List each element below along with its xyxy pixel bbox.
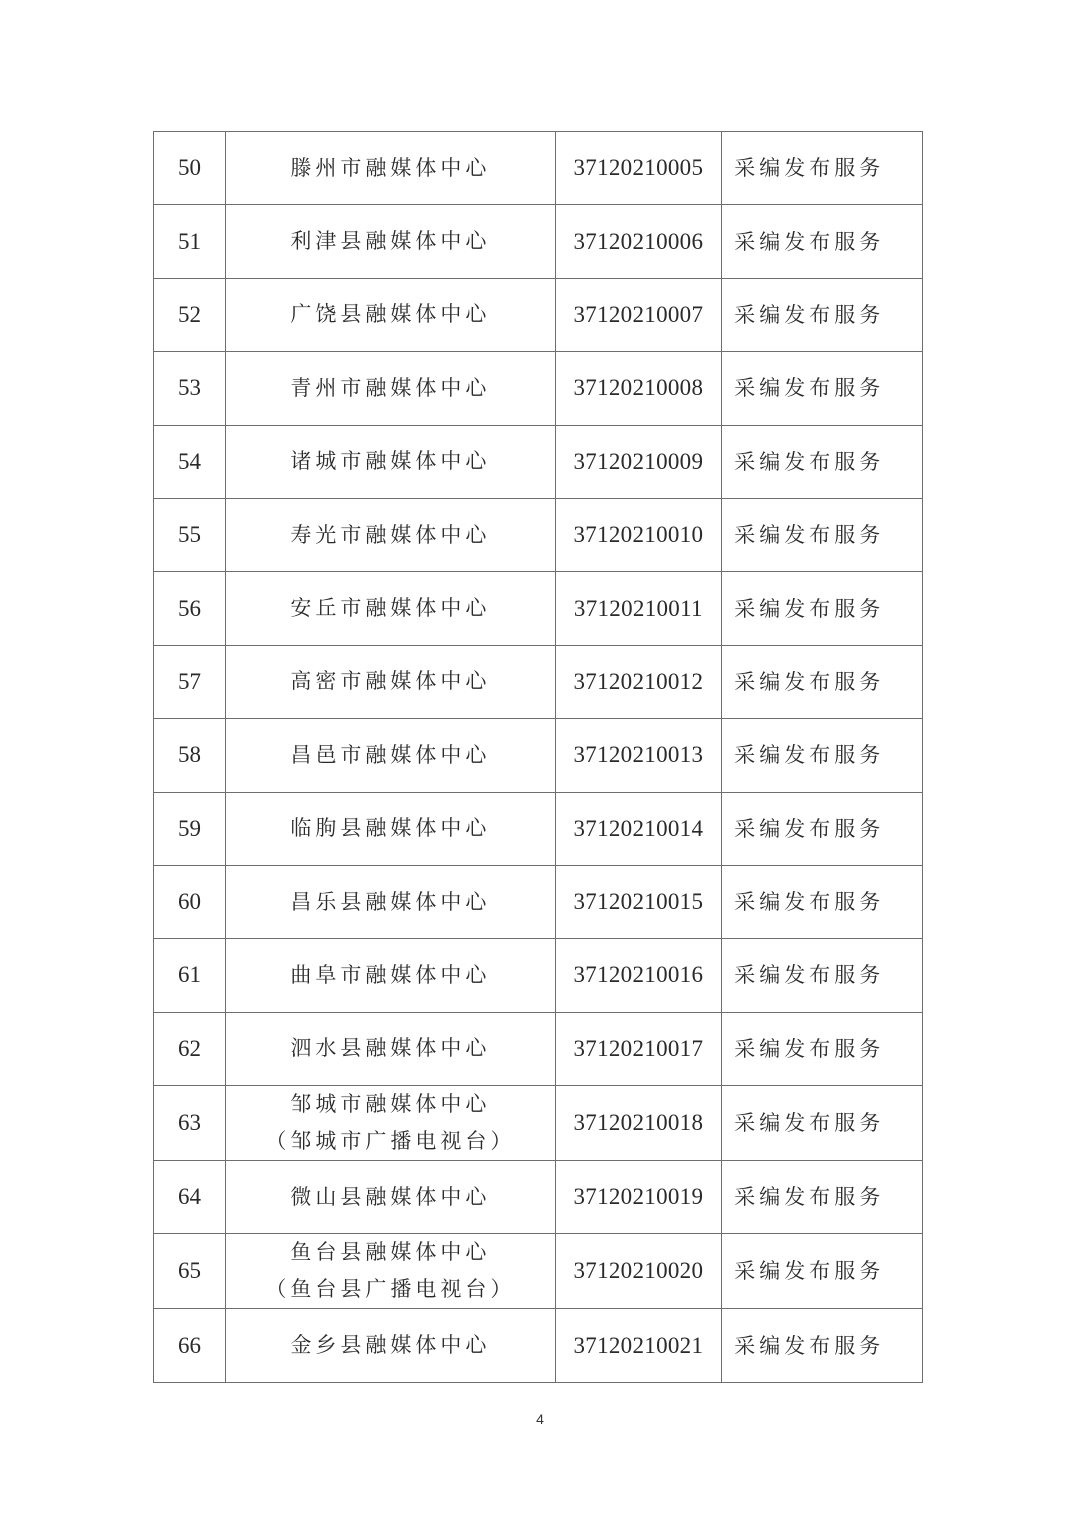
institution-name-cell: [226, 278, 555, 351]
institution-name: 寿光市融媒体中心: [290, 522, 491, 547]
institution-name-cell: [226, 792, 555, 865]
institution-name-cell: [226, 939, 555, 1012]
table-row: [154, 1012, 923, 1085]
table-row: [154, 1161, 923, 1234]
service-type: 采编发布服务: [722, 939, 923, 1012]
service-type: 采编发布服务: [722, 1309, 923, 1382]
table-row: [154, 132, 923, 205]
registration-code: 37120210010: [555, 498, 722, 571]
service-type: 采编发布服务: [722, 1012, 923, 1085]
service-type: 采编发布服务: [722, 498, 923, 571]
page-number: 4: [536, 1411, 544, 1427]
institution-name: 滕州市融媒体中心: [290, 155, 491, 180]
institution-name: 泗水县融媒体中心: [290, 1036, 491, 1061]
registration-code: 37120210011: [555, 572, 722, 645]
institution-name: 金乡县融媒体中心: [290, 1333, 491, 1358]
institution-name-cell: [226, 1309, 555, 1382]
table-row: [154, 865, 923, 938]
table-row: [154, 645, 923, 718]
institution-name-cell: [226, 1161, 555, 1234]
row-number: 52: [154, 278, 226, 351]
service-type: 采编发布服务: [722, 205, 923, 278]
institution-name-cell: [226, 205, 555, 278]
row-number: 56: [154, 572, 226, 645]
row-number: 50: [154, 132, 226, 205]
table-row: [154, 498, 923, 571]
institution-table: [153, 131, 923, 1383]
registration-code: 37120210021: [555, 1309, 722, 1382]
institution-name-cell: [226, 1086, 555, 1161]
table-row: [154, 278, 923, 351]
registration-code: 37120210016: [555, 939, 722, 1012]
institution-name: 青州市融媒体中心: [290, 375, 491, 400]
institution-name: 曲阜市融媒体中心: [290, 962, 491, 987]
table-row: [154, 425, 923, 498]
row-number: 54: [154, 425, 226, 498]
table-row: [154, 352, 923, 425]
row-number: 58: [154, 719, 226, 792]
service-type: 采编发布服务: [722, 1234, 923, 1309]
service-type: 采编发布服务: [722, 352, 923, 425]
row-number: 59: [154, 792, 226, 865]
institution-name: 利津县融媒体中心: [290, 229, 491, 254]
table-row: [154, 719, 923, 792]
table-row: [154, 1234, 923, 1309]
row-number: 65: [154, 1234, 226, 1309]
service-type: 采编发布服务: [722, 425, 923, 498]
institution-name-cell: [226, 645, 555, 718]
registration-code: 37120210015: [555, 865, 722, 938]
row-number: 55: [154, 498, 226, 571]
institution-name-cell: [226, 132, 555, 205]
institution-name: 邹城市融媒体中心: [290, 1092, 491, 1117]
institution-name-cell: [226, 1234, 555, 1309]
service-type: 采编发布服务: [722, 792, 923, 865]
registration-code: 37120210007: [555, 278, 722, 351]
institution-name: 鱼台县融媒体中心: [290, 1240, 491, 1265]
registration-code: 37120210006: [555, 205, 722, 278]
service-type: 采编发布服务: [722, 719, 923, 792]
registration-code: 37120210012: [555, 645, 722, 718]
service-type: 采编发布服务: [722, 572, 923, 645]
row-number: 57: [154, 645, 226, 718]
service-type: 采编发布服务: [722, 865, 923, 938]
registration-code: 37120210005: [555, 132, 722, 205]
service-type: 采编发布服务: [722, 132, 923, 205]
registration-code: 37120210017: [555, 1012, 722, 1085]
row-number: 51: [154, 205, 226, 278]
row-number: 63: [154, 1086, 226, 1161]
table-row: [154, 1309, 923, 1382]
row-number: 64: [154, 1161, 226, 1234]
row-number: 53: [154, 352, 226, 425]
institution-name-cell: [226, 352, 555, 425]
institution-name-cell: [226, 719, 555, 792]
institution-name-cell: [226, 498, 555, 571]
table-row: [154, 572, 923, 645]
institution-name: 昌邑市融媒体中心: [290, 742, 491, 767]
institution-name-cell: [226, 425, 555, 498]
registration-code: 37120210014: [555, 792, 722, 865]
service-type: 采编发布服务: [722, 1086, 923, 1161]
row-number: 60: [154, 865, 226, 938]
institution-alias: （鱼台县广播电视台）: [265, 1277, 516, 1302]
institution-name: 诸城市融媒体中心: [290, 449, 491, 474]
row-number: 66: [154, 1309, 226, 1382]
registration-code: 37120210018: [555, 1086, 722, 1161]
registration-code: 37120210009: [555, 425, 722, 498]
institution-name: 高密市融媒体中心: [290, 669, 491, 694]
institution-name: 微山县融媒体中心: [290, 1184, 491, 1209]
service-type: 采编发布服务: [722, 645, 923, 718]
row-number: 62: [154, 1012, 226, 1085]
institution-name: 临朐县融媒体中心: [290, 816, 491, 841]
registration-code: 37120210013: [555, 719, 722, 792]
institution-name-cell: [226, 1012, 555, 1085]
institution-alias: （邹城市广播电视台）: [265, 1129, 516, 1154]
service-type: 采编发布服务: [722, 1161, 923, 1234]
row-number: 61: [154, 939, 226, 1012]
table-row: [154, 792, 923, 865]
table-row: [154, 1086, 923, 1161]
institution-name: 安丘市融媒体中心: [290, 596, 491, 621]
table-row: [154, 939, 923, 1012]
institution-name: 昌乐县融媒体中心: [290, 889, 491, 914]
table-body: [154, 132, 923, 1383]
registration-code: 37120210008: [555, 352, 722, 425]
institution-name: 广饶县融媒体中心: [290, 302, 491, 327]
institution-name-cell: [226, 572, 555, 645]
registration-code: 37120210019: [555, 1161, 722, 1234]
registration-code: 37120210020: [555, 1234, 722, 1309]
institution-name-cell: [226, 865, 555, 938]
table-row: [154, 205, 923, 278]
service-type: 采编发布服务: [722, 278, 923, 351]
